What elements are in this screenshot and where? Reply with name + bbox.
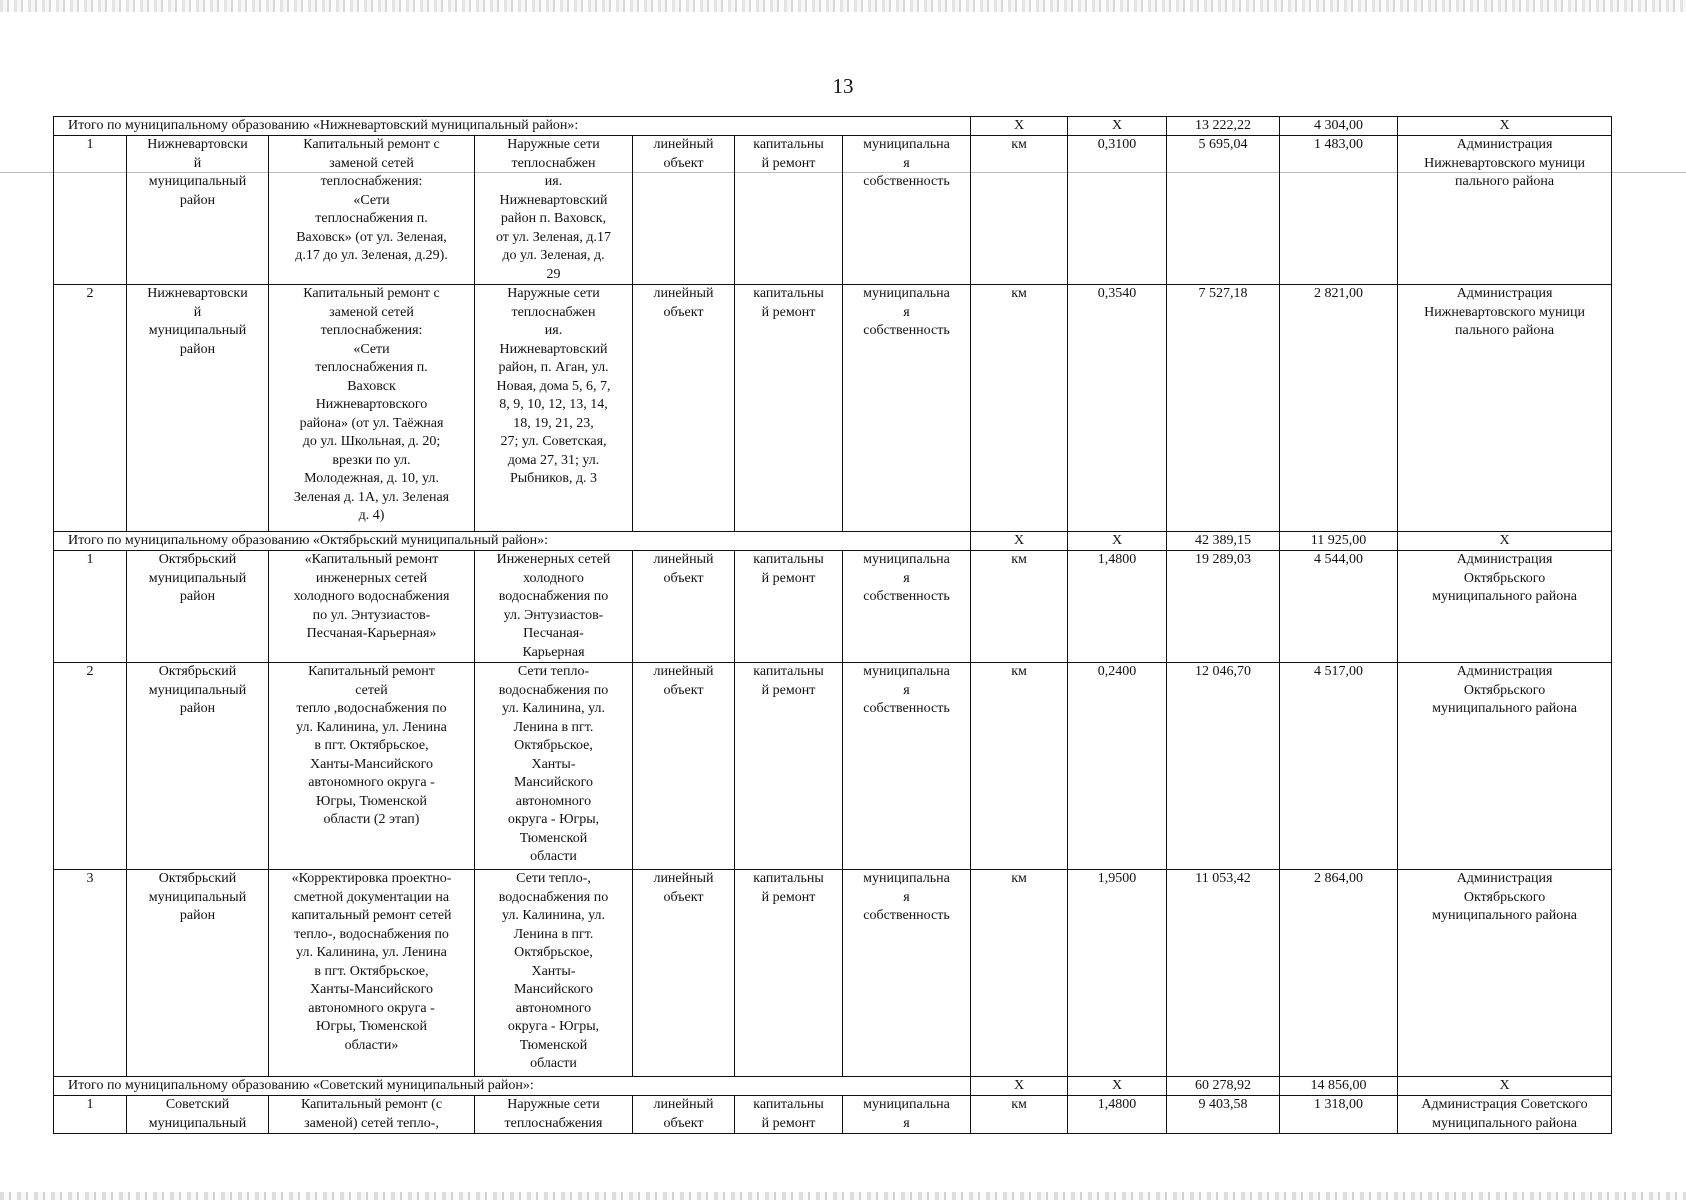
amount-cell-text: 4 517,00: [1314, 664, 1364, 679]
quantity-cell: [1068, 136, 1167, 285]
ownership-cell: [843, 870, 971, 1077]
district-cell-text: Нижневартовски й муниципальный район: [147, 137, 248, 208]
object-cell: [475, 285, 633, 532]
amount-cell-text: 1 483,00: [1314, 137, 1364, 152]
customer-cell-text: Администрация Советского муниципального района: [1421, 1097, 1588, 1131]
customer-cell: [1398, 285, 1612, 532]
ownership-cell-text: муниципальна я собственность: [863, 137, 950, 189]
object-cell-text: Наружные сети теплоснабжен ия. Нижневартовский район п. Ваховск, от ул. Зеленая, д.17 до ул. Зеленая, д. 29: [495, 137, 611, 282]
district-cell: [127, 285, 269, 532]
amount-cell-text: 2 821,00: [1314, 286, 1364, 301]
row-number: [54, 551, 127, 663]
table-row: [54, 551, 1612, 663]
quantity-cell-text: 0,3100: [1097, 137, 1137, 152]
district-cell-text: Октябрьский муниципальный район: [148, 664, 247, 716]
object-cell-text: Сети тепло- водоснабжения по ул. Калинина, ул. Ленина в пгт. Октябрьское, Ханты- Мансийского автономного округа - Югры, Тюменской области: [498, 664, 609, 864]
object-cell: [475, 870, 633, 1077]
work-kind-cell: [735, 285, 843, 532]
table-row: [54, 1096, 1612, 1134]
customer-cell-text: Администрация Нижневартовского муници пального района: [1424, 137, 1586, 189]
amount-cell: [1280, 870, 1398, 1077]
quantity-cell: [1068, 1096, 1167, 1134]
amount-cell: [1280, 136, 1398, 285]
work-kind-cell-text: капитальны й ремонт: [753, 286, 824, 320]
table-body: [54, 117, 1612, 1134]
ownership-cell: [843, 1096, 971, 1134]
customer-cell-text: Администрация Октябрьского муниципального района: [1432, 871, 1577, 923]
section-total-label: Итого по муниципальному образованию «Октябрьский муниципальный район»:: [54, 532, 971, 551]
object-type-cell-text: линейный объект: [653, 286, 714, 320]
section-total-c2: Х: [1068, 1077, 1167, 1096]
scan-edge-bottom: [0, 1192, 1686, 1200]
work-description-cell-text: «Капитальный ремонт инженерных сетей холодного водоснабжения по ул. Энтузиастов- Песчаная-Карьерная»: [293, 552, 450, 641]
ownership-cell-text: муниципальна я собственность: [863, 552, 950, 604]
object-cell: [475, 1096, 633, 1134]
page-number: 13: [832, 74, 854, 98]
work-kind-cell-text: капитальны й ремонт: [753, 137, 824, 171]
customer-cell: [1398, 1096, 1612, 1134]
work-description-cell: [269, 870, 475, 1077]
cost-cell: [1167, 870, 1280, 1077]
district-cell: [127, 663, 269, 870]
ownership-cell-text: муниципальна я собственность: [863, 664, 950, 716]
section-total-c3: 42 389,15: [1167, 532, 1280, 551]
cost-cell-text: 9 403,58: [1198, 1097, 1248, 1112]
object-type-cell-text: линейный объект: [653, 1097, 714, 1131]
work-kind-cell-text: капитальны й ремонт: [753, 664, 824, 698]
ownership-cell: [843, 551, 971, 663]
object-type-cell: [633, 1096, 735, 1134]
section-total-c5: Х: [1398, 117, 1612, 136]
cost-cell-text: 7 527,18: [1198, 286, 1248, 301]
quantity-cell-text: 1,9500: [1097, 871, 1137, 886]
object-type-cell-text: линейный объект: [653, 552, 714, 586]
unit-cell-text: км: [1011, 664, 1027, 679]
object-type-cell: [633, 551, 735, 663]
section-total-label: Итого по муниципальному образованию «Советский муниципальный район»:: [54, 1077, 971, 1096]
cost-cell: [1167, 285, 1280, 532]
cost-cell: [1167, 551, 1280, 663]
amount-cell: [1280, 285, 1398, 532]
object-cell-text: Наружные сети теплоснабжения: [504, 1097, 603, 1131]
work-description-cell-text: Капитальный ремонт с заменой сетей теплоснабжения: «Сети теплоснабжения п. Ваховск Нижневартовского района» (от ул. Таёжная до ул. Школьная, д. 20; врезки по ул. Молодежная, д. 10, ул. Зеленая д. 1А, ул. Зеленая д. 4): [293, 286, 450, 523]
work-description-cell-text: Капитальный ремонт с заменой сетей теплоснабжения: «Сети теплоснабжения п. Ваховск» (от ул. Зеленая, д.17 до ул. Зеленая, д.29).: [295, 137, 448, 263]
row-number-text: 3: [86, 871, 94, 886]
section-total-row: [54, 1077, 1612, 1096]
unit-cell-text: км: [1011, 137, 1027, 152]
section-total-c1: Х: [971, 1077, 1068, 1096]
work-kind-cell: [735, 1096, 843, 1134]
unit-cell-text: км: [1011, 871, 1027, 886]
table-row: [54, 870, 1612, 1077]
row-number: [54, 870, 127, 1077]
object-type-cell-text: линейный объект: [653, 137, 714, 171]
work-kind-cell-text: капитальны й ремонт: [753, 1097, 824, 1131]
quantity-cell: [1068, 551, 1167, 663]
amount-cell-text: 1 318,00: [1314, 1097, 1364, 1112]
district-cell: [127, 870, 269, 1077]
cost-cell: [1167, 136, 1280, 285]
customer-cell-text: Администрация Октябрьского муниципального района: [1432, 552, 1577, 604]
unit-cell: [971, 285, 1068, 532]
row-number-text: 1: [86, 552, 94, 567]
quantity-cell: [1068, 285, 1167, 532]
object-cell: [475, 663, 633, 870]
work-kind-cell: [735, 663, 843, 870]
unit-cell: [971, 136, 1068, 285]
work-kind-cell: [735, 551, 843, 663]
amount-cell-text: 2 864,00: [1314, 871, 1364, 886]
quantity-cell-text: 0,2400: [1097, 664, 1137, 679]
work-kind-cell: [735, 136, 843, 285]
customer-cell: [1398, 870, 1612, 1077]
ownership-cell-text: муниципальна я: [863, 1097, 950, 1131]
row-number: [54, 663, 127, 870]
object-type-cell: [633, 285, 735, 532]
table-row: [54, 663, 1612, 870]
section-total-row: [54, 532, 1612, 551]
customer-cell-text: Администрация Нижневартовского муници пального района: [1424, 286, 1586, 338]
object-cell-text: Наружные сети теплоснабжен ия. Нижневартовский район, п. Аган, ул. Новая, дома 5, 6, 7, 8, 9, 10, 12, 13, 14, 18, 19, 21, 23, 27; ул. Советская, дома 27, 31; ул. Рыбников, д. 3: [496, 286, 611, 486]
object-type-cell-text: линейный объект: [653, 664, 714, 698]
work-kind-cell: [735, 870, 843, 1077]
object-cell-text: Инженерных сетей холодного водоснабжения по ул. Энтузиастов- Песчаная- Карьерная: [496, 552, 611, 660]
section-total-c3: 60 278,92: [1167, 1077, 1280, 1096]
district-cell-text: Октябрьский муниципальный район: [148, 871, 247, 923]
ownership-cell: [843, 285, 971, 532]
amount-cell: [1280, 1096, 1398, 1134]
quantity-cell-text: 1,4800: [1097, 1097, 1137, 1112]
district-cell-text: Нижневартовски й муниципальный район: [147, 286, 248, 357]
customer-cell: [1398, 136, 1612, 285]
object-type-cell: [633, 663, 735, 870]
program-table: [53, 116, 1612, 1134]
row-number: [54, 1096, 127, 1134]
section-total-c5: Х: [1398, 532, 1612, 551]
row-number-text: 2: [86, 286, 94, 301]
table-row: [54, 285, 1612, 532]
section-total-label: Итого по муниципальному образованию «Нижневартовский муниципальный район»:: [54, 117, 971, 136]
unit-cell: [971, 663, 1068, 870]
work-description-cell: [269, 1096, 475, 1134]
work-description-cell: [269, 551, 475, 663]
row-number-text: 1: [86, 1097, 94, 1112]
unit-cell-text: км: [1011, 1097, 1027, 1112]
unit-cell: [971, 1096, 1068, 1134]
section-total-row: [54, 117, 1612, 136]
district-cell: [127, 1096, 269, 1134]
scan-edge-top: [0, 0, 1686, 12]
cost-cell-text: 11 053,42: [1195, 871, 1251, 886]
ownership-cell-text: муниципальна я собственность: [863, 871, 950, 923]
customer-cell: [1398, 551, 1612, 663]
district-cell-text: Советский муниципальный: [148, 1097, 247, 1131]
amount-cell: [1280, 551, 1398, 663]
object-cell: [475, 136, 633, 285]
section-total-c5: Х: [1398, 1077, 1612, 1096]
section-total-c1: Х: [971, 117, 1068, 136]
district-cell: [127, 136, 269, 285]
amount-cell: [1280, 663, 1398, 870]
object-type-cell-text: линейный объект: [653, 871, 714, 905]
work-description-cell-text: «Корректировка проектно- сметной документации на капитальный ремонт сетей тепло-, водоснабжения по ул. Калинина, ул. Ленина в пгт. Октябрьское, Ханты-Мансийского автономного округа - Югры, Тюменской области»: [291, 871, 452, 1053]
unit-cell-text: км: [1011, 286, 1027, 301]
quantity-cell-text: 0,3540: [1097, 286, 1137, 301]
section-total-c2: Х: [1068, 532, 1167, 551]
object-type-cell: [633, 870, 735, 1077]
object-cell-text: Сети тепло-, водоснабжения по ул. Калинина, ул. Ленина в пгт. Октябрьское, Ханты- Мансийского автономного округа - Югры, Тюменской области: [498, 871, 609, 1071]
section-total-c4: 14 856,00: [1280, 1077, 1398, 1096]
cost-cell: [1167, 663, 1280, 870]
section-total-c4: 4 304,00: [1280, 117, 1398, 136]
work-kind-cell-text: капитальны й ремонт: [753, 552, 824, 586]
row-number-text: 2: [86, 664, 94, 679]
customer-cell-text: Администрация Октябрьского муниципального района: [1432, 664, 1577, 716]
district-cell: [127, 551, 269, 663]
unit-cell: [971, 551, 1068, 663]
cost-cell-text: 5 695,04: [1198, 137, 1248, 152]
work-description-cell: [269, 663, 475, 870]
customer-cell: [1398, 663, 1612, 870]
table-row: [54, 136, 1612, 285]
section-total-c3: 13 222,22: [1167, 117, 1280, 136]
quantity-cell: [1068, 663, 1167, 870]
unit-cell: [971, 870, 1068, 1077]
cost-cell-text: 12 046,70: [1195, 664, 1252, 679]
object-cell: [475, 551, 633, 663]
row-number: [54, 285, 127, 532]
quantity-cell-text: 1,4800: [1097, 552, 1137, 567]
section-total-c2: Х: [1068, 117, 1167, 136]
work-kind-cell-text: капитальны й ремонт: [753, 871, 824, 905]
work-description-cell: [269, 285, 475, 532]
section-total-c4: 11 925,00: [1280, 532, 1398, 551]
work-description-cell-text: Капитальный ремонт сетей тепло ,водоснабжения по ул. Калинина, ул. Ленина в пгт. Октябрьское, Ханты-Мансийского автономного округа - Югры, Тюменской области (2 этап): [296, 664, 447, 827]
work-description-cell: [269, 136, 475, 285]
amount-cell-text: 4 544,00: [1314, 552, 1364, 567]
ownership-cell: [843, 663, 971, 870]
section-total-c1: Х: [971, 532, 1068, 551]
ownership-cell-text: муниципальна я собственность: [863, 286, 950, 338]
district-cell-text: Октябрьский муниципальный район: [148, 552, 247, 604]
ownership-cell: [843, 136, 971, 285]
object-type-cell: [633, 136, 735, 285]
cost-cell: [1167, 1096, 1280, 1134]
row-number-text: 1: [86, 137, 94, 152]
work-description-cell-text: Капитальный ремонт (с заменой) сетей тепло-,: [300, 1097, 443, 1131]
quantity-cell: [1068, 870, 1167, 1077]
cost-cell-text: 19 289,03: [1195, 552, 1252, 567]
unit-cell-text: км: [1011, 552, 1027, 567]
row-number: [54, 136, 127, 285]
